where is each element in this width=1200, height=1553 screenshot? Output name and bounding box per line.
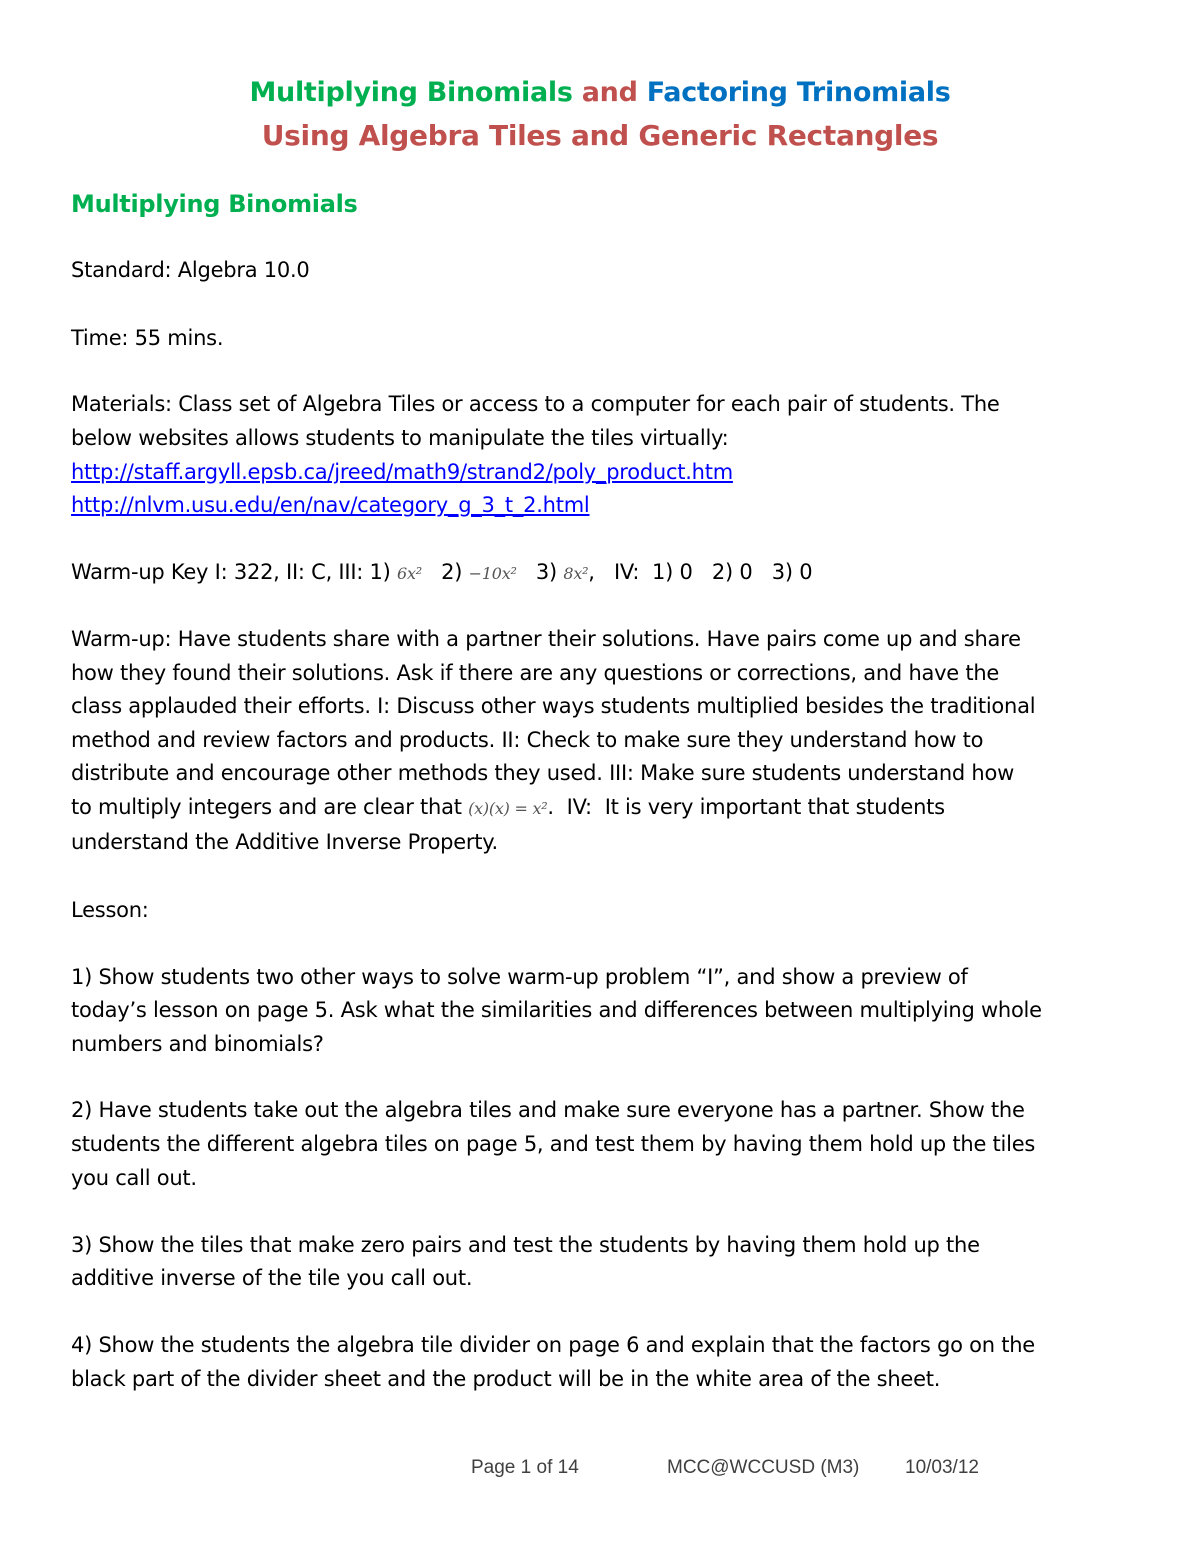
warmup-key-sep-3: 3) bbox=[516, 560, 557, 584]
warmup-key-math-3: 8x² bbox=[563, 564, 589, 583]
warmup-key-sep-2: 2) bbox=[421, 560, 463, 584]
warmup-line-4: method and review factors and products. II: Check to make sure they understand how to bbox=[71, 728, 984, 752]
warmup-line-6 bbox=[71, 794, 945, 822]
step-1-line-3: numbers and binomials? bbox=[71, 1032, 324, 1056]
step-2-line-3: you call out. bbox=[71, 1166, 197, 1190]
warmup-key-math-2: −10x² bbox=[468, 564, 517, 583]
link-poly-product[interactable]: http://staff.argyll.epsb.ca/jreed/math9/strand2/poly_product.htm bbox=[71, 460, 733, 484]
step-3-line-1: 3) Show the tiles that make zero pairs and test the students by having them hold up the bbox=[71, 1233, 980, 1257]
step-3-line-2: additive inverse of the tile you call out. bbox=[71, 1266, 473, 1290]
footer-page-number: Page 1 of 14 bbox=[471, 1457, 579, 1478]
time-line: Time: 55 mins. bbox=[71, 326, 224, 350]
document-title bbox=[0, 77, 1200, 108]
warmup-line-7: understand the Additive Inverse Property. bbox=[71, 830, 498, 854]
step-1-line-1: 1) Show students two other ways to solve warm-up problem “I”, and show a preview of bbox=[71, 965, 968, 989]
step-4-line-2: black part of the divider sheet and the product will be in the white area of the sheet. bbox=[71, 1367, 941, 1391]
warmup-line-6-math: (x)(x) = x² bbox=[468, 799, 548, 818]
warmup-key-suffix: , IV: 1) 0 2) 0 3) 0 bbox=[588, 560, 813, 584]
warmup-line-2: how they found their solutions. Ask if there are any questions or corrections, and have the bbox=[71, 661, 1000, 685]
step-1-line-2: today’s lesson on page 5. Ask what the similarities and differences between multiplying whole bbox=[71, 998, 1042, 1022]
warmup-key-prefix: Warm-up Key I: 322, II: C, III: 1) bbox=[71, 560, 391, 584]
warmup-key-line bbox=[71, 559, 812, 587]
document-subtitle: Using Algebra Tiles and Generic Rectangles bbox=[261, 119, 939, 152]
warmup-line-5: distribute and encourage other methods they used. III: Make sure students understand how bbox=[71, 761, 1015, 785]
warmup-key-math-1: 6x² bbox=[397, 564, 422, 583]
section-heading: Multiplying Binomials bbox=[71, 190, 358, 218]
warmup-line-3: class applauded their efforts. I: Discuss other ways students multiplied besides the traditional bbox=[71, 694, 1036, 718]
step-2-line-2: students the different algebra tiles on page 5, and test them by having them hold up the tiles bbox=[71, 1132, 1036, 1156]
warmup-line-6-text-b: . IV: It is very important that students bbox=[547, 795, 945, 819]
link-nlvm[interactable]: http://nlvm.usu.edu/en/nav/category_g_3_t_2.html bbox=[71, 493, 590, 517]
standard-line: Standard: Algebra 10.0 bbox=[71, 258, 310, 282]
title-and: and bbox=[581, 77, 638, 108]
title-part-factoring: Factoring Trinomials bbox=[646, 77, 951, 108]
title-part-multiplying: Multiplying Binomials bbox=[249, 77, 573, 108]
materials-line-2: below websites allows students to manipulate the tiles virtually: bbox=[71, 426, 729, 450]
materials-line-1: Materials: Class set of Algebra Tiles or access to a computer for each pair of students. The bbox=[71, 392, 1000, 416]
warmup-line-1: Warm-up: Have students share with a partner their solutions. Have pairs come up and share bbox=[71, 627, 1021, 651]
step-2-line-1: 2) Have students take out the algebra tiles and make sure everyone has a partner. Show the bbox=[71, 1098, 1025, 1122]
step-4-line-1: 4) Show the students the algebra tile divider on page 6 and explain that the factors go on the bbox=[71, 1333, 1035, 1357]
footer-identifier: MCC@WCCUSD (M3) bbox=[667, 1457, 860, 1478]
footer-date: 10/03/12 bbox=[905, 1457, 979, 1478]
lesson-label: Lesson: bbox=[71, 898, 149, 922]
warmup-line-6-text-a: to multiply integers and are clear that bbox=[71, 795, 462, 819]
